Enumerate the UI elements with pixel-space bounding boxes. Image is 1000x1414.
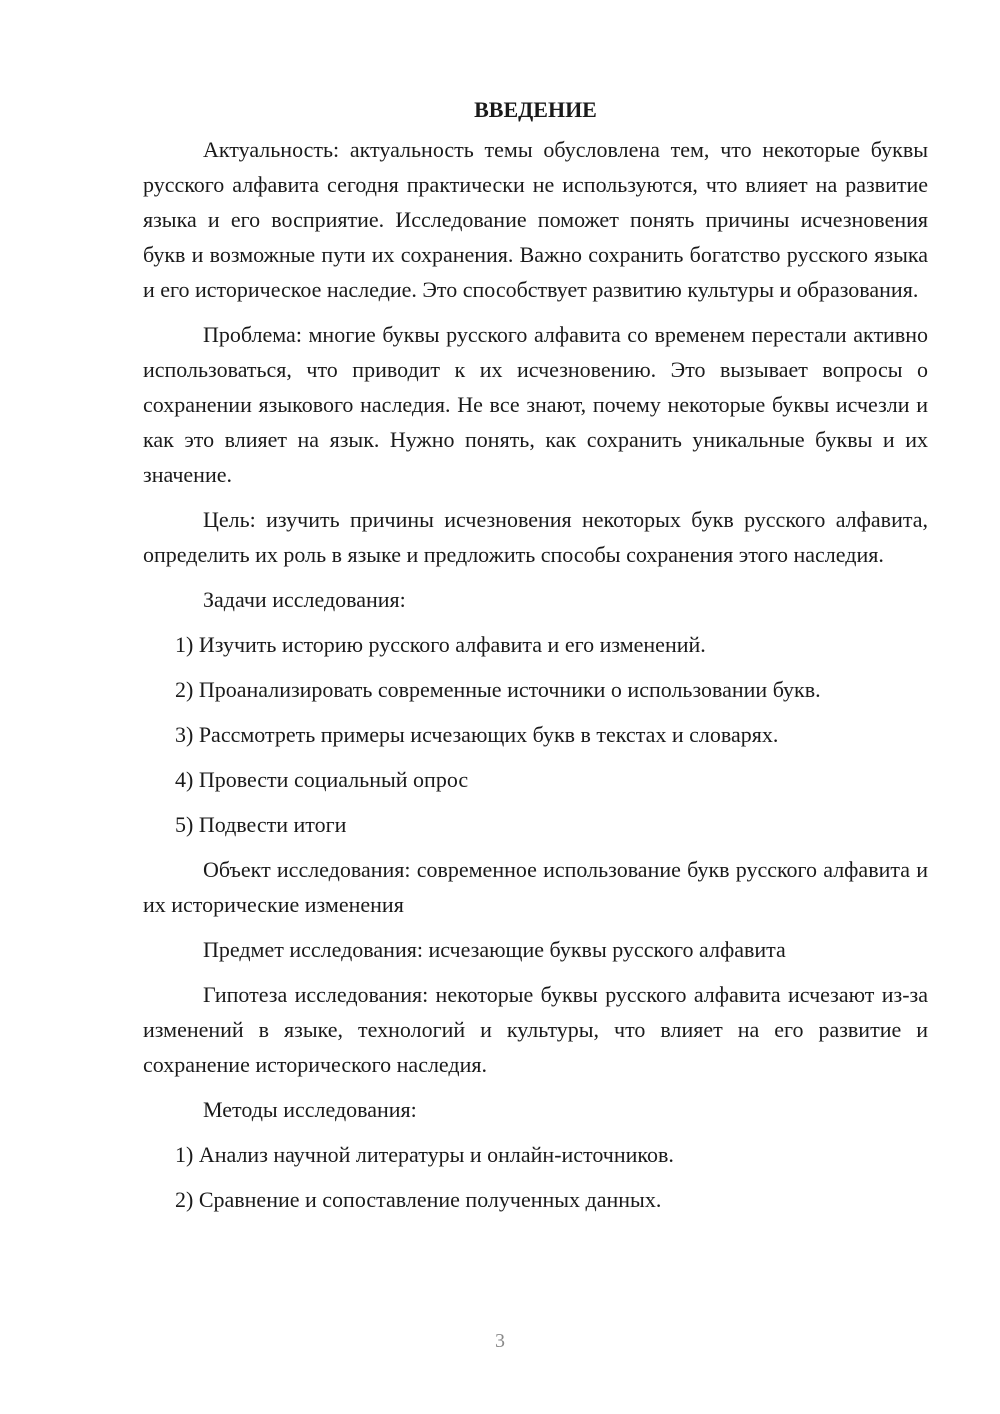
- list-item: 1) Изучить историю русского алфавита и его изменений.: [175, 632, 706, 657]
- document-page: [143, 92, 928, 1227]
- hypothesis-paragraph: Гипотеза исследования: некоторые буквы русского алфавита исчезают из-за изменений в языке, технологий и культуры, что влияет на его развитие и сохранение исторического наследия.: [143, 982, 928, 1077]
- object-paragraph: Объект исследования: современное использование букв русского алфавита и их исторические изменения: [143, 857, 928, 917]
- list-item: 2) Сравнение и сопоставление полученных данных.: [175, 1187, 662, 1212]
- list-item: 3) Рассмотреть примеры исчезающих букв в текстах и словарях.: [175, 722, 779, 747]
- section-title: ВВЕДЕНИЕ: [474, 97, 597, 122]
- list-item: 4) Провести социальный опрос: [175, 767, 469, 792]
- problem-paragraph: Проблема: многие буквы русского алфавита со временем перестали активно использоваться, что приводит к их исчезновению. Это вызывает вопросы о сохранении языкового наследия. Не все знают, почему некоторые буквы исчезли и как это влияет на язык. Нужно понять, как сохранить уникальные буквы и их значение.: [143, 322, 928, 487]
- page-number: 3: [495, 1330, 505, 1352]
- methods-heading: Методы исследования:: [203, 1097, 417, 1122]
- subject-paragraph: Предмет исследования: исчезающие буквы русского алфавита: [203, 937, 786, 962]
- list-item: 1) Анализ научной литературы и онлайн-источников.: [175, 1142, 674, 1167]
- list-item: 2) Проанализировать современные источники о использовании букв.: [175, 677, 821, 702]
- tasks-heading: Задачи исследования:: [203, 587, 406, 612]
- methods-list: [143, 1137, 928, 1217]
- list-item: 5) Подвести итоги: [175, 812, 347, 837]
- goal-paragraph: Цель: изучить причины исчезновения некоторых букв русского алфавита, определить их роль в языке и предложить способы сохранения этого наследия.: [143, 507, 928, 567]
- tasks-list: [143, 627, 928, 842]
- relevance-paragraph: Актуальность: актуальность темы обусловлена тем, что некоторые буквы русского алфавита сегодня практически не используются, что влияет на развитие языка и его восприятие. Исследование поможет понять причины исчезновения букв и возможные пути их сохранения. Важно сохранить богатство русского языка и его историческое наследие. Это способствует развитию культуры и образования.: [143, 137, 928, 302]
